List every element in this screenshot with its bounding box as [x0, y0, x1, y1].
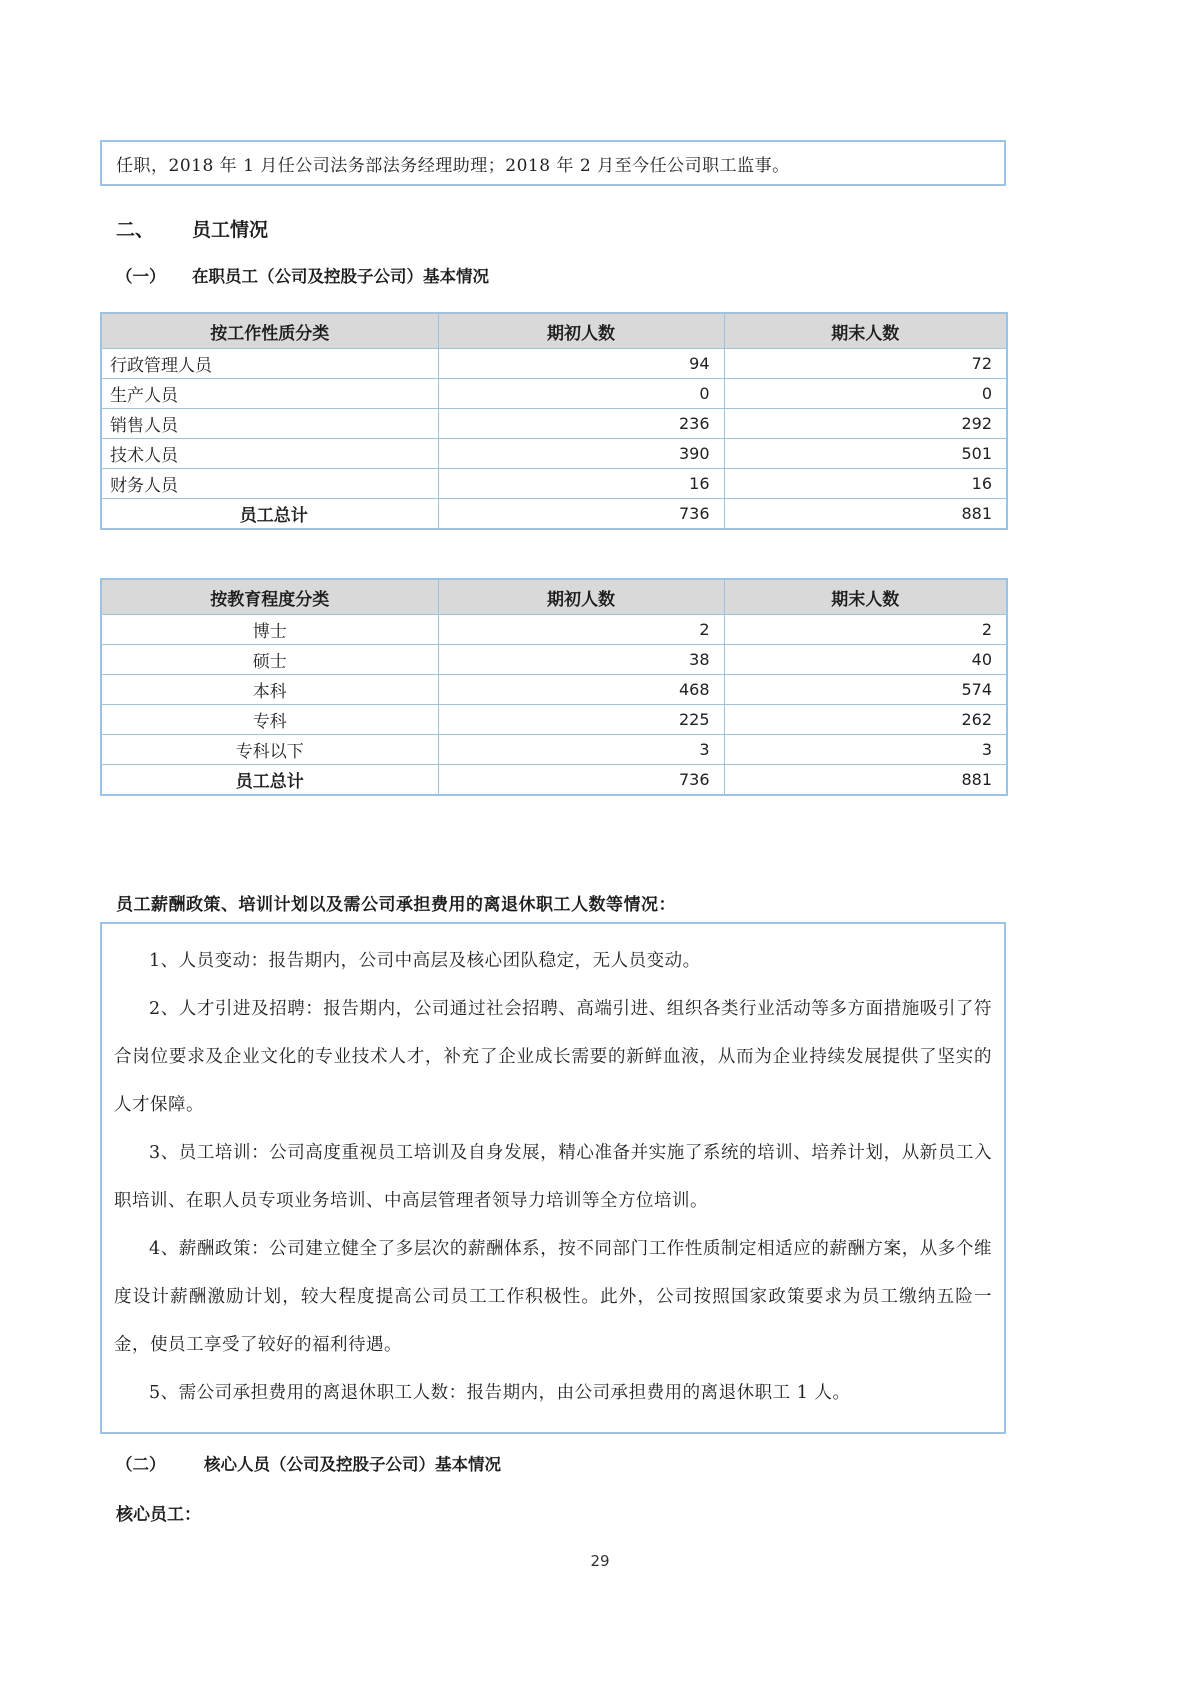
- table-row: [101, 469, 1007, 499]
- column-header: 期初人数: [438, 579, 724, 615]
- policy-paragraph: 4、薪酬政策：公司建立健全了多层次的薪酬体系，按不同部门工作性质制定相适应的薪酬方案，从多个维度设计薪酬激励计划，较大程度提高公司员工工作积极性。此外，公司按照国家政策要求为员工缴纳五险一金，使员工享受了较好的福利待遇。: [114, 1239, 992, 1355]
- table-row: [101, 735, 1007, 765]
- row-label: 销售人员: [101, 409, 438, 439]
- table-row: [101, 705, 1007, 735]
- column-header: 按工作性质分类: [101, 313, 438, 349]
- table-row: [101, 675, 1007, 705]
- policy-paragraph: 1、人员变动：报告期内，公司中高层及核心团队稳定，无人员变动。: [149, 951, 701, 971]
- policy-heading: 员工薪酬政策、培训计划以及需公司承担费用的离退休职工人数等情况：: [116, 895, 676, 915]
- row-label: 员工总计: [101, 499, 438, 530]
- row-value: 3: [438, 735, 724, 765]
- row-value: 16: [724, 469, 1007, 499]
- policy-paragraph: 3、员工培训：公司高度重视员工培训及自身发展，精心准备并实施了系统的培训、培养计划，从新员工入职培训、在职人员专项业务培训、中高层管理者领导力培训等全方位培训。: [114, 1143, 992, 1211]
- table-row: [101, 379, 1007, 409]
- row-value: 0: [724, 379, 1007, 409]
- row-label: 财务人员: [101, 469, 438, 499]
- row-value: 3: [724, 735, 1007, 765]
- row-value: 881: [724, 765, 1007, 796]
- table-row: [101, 615, 1007, 645]
- row-value: 2: [724, 615, 1007, 645]
- row-label: 员工总计: [101, 765, 438, 796]
- intro-note-text: 任职，2018 年 1 月任公司法务部法务经理助理；2018 年 2 月至今任公司职工监事。: [116, 155, 790, 176]
- table-row: [101, 409, 1007, 439]
- policy-paragraph: 2、人才引进及招聘：报告期内，公司通过社会招聘、高端引进、组织各类行业活动等多方面措施吸引了符合岗位要求及企业文化的专业技术人才，补充了企业成长需要的新鲜血液，从而为企业持续发展提供了坚实的人才保障。: [114, 999, 992, 1115]
- intro-note-box: [100, 140, 1006, 186]
- row-value: 225: [438, 705, 724, 735]
- policy-paragraph: 5、需公司承担费用的离退休职工人数：报告期内，由公司承担费用的离退休职工 1 人。: [149, 1383, 851, 1403]
- row-value: 574: [724, 675, 1007, 705]
- subsection-heading-core-staff: [116, 1453, 501, 1477]
- row-value: 72: [724, 349, 1007, 379]
- section-title: 员工情况: [192, 219, 269, 241]
- row-value: 736: [438, 765, 724, 796]
- table-header-row: [101, 579, 1007, 615]
- employees-by-education-table: [100, 578, 1008, 796]
- table-total-row: [101, 499, 1007, 530]
- subsection-number: （二）: [116, 1455, 166, 1474]
- row-value: 236: [438, 409, 724, 439]
- row-value: 38: [438, 645, 724, 675]
- row-label: 本科: [101, 675, 438, 705]
- table-row: [101, 349, 1007, 379]
- core-staff-label: 核心员工：: [116, 1505, 201, 1525]
- column-header: 期末人数: [724, 313, 1007, 349]
- row-value: 468: [438, 675, 724, 705]
- row-label: 专科: [101, 705, 438, 735]
- row-value: 16: [438, 469, 724, 499]
- subsection-heading-employees: [116, 265, 489, 289]
- row-value: 2: [438, 615, 724, 645]
- row-value: 0: [438, 379, 724, 409]
- subsection-title: 核心人员（公司及控股子公司）基本情况: [204, 1455, 501, 1474]
- table-row: [101, 645, 1007, 675]
- row-label: 硕士: [101, 645, 438, 675]
- row-label: 行政管理人员: [101, 349, 438, 379]
- table-row: [101, 439, 1007, 469]
- row-value: 501: [724, 439, 1007, 469]
- row-label: 专科以下: [101, 735, 438, 765]
- subsection-number: （一）: [116, 267, 166, 286]
- table-header-row: [101, 313, 1007, 349]
- row-value: 40: [724, 645, 1007, 675]
- section-heading: [116, 216, 268, 244]
- row-value: 262: [724, 705, 1007, 735]
- row-label: 博士: [101, 615, 438, 645]
- column-header: 期初人数: [438, 313, 724, 349]
- column-header: 期末人数: [724, 579, 1007, 615]
- row-label: 技术人员: [101, 439, 438, 469]
- section-number: 二、: [116, 219, 155, 241]
- employees-by-role-table: [100, 312, 1008, 530]
- row-value: 94: [438, 349, 724, 379]
- table-total-row: [101, 765, 1007, 796]
- subsection-title: 在职员工（公司及控股子公司）基本情况: [192, 267, 489, 286]
- policy-box: [100, 922, 1006, 1434]
- row-value: 736: [438, 499, 724, 530]
- row-value: 881: [724, 499, 1007, 530]
- row-value: 292: [724, 409, 1007, 439]
- row-value: 390: [438, 439, 724, 469]
- column-header: 按教育程度分类: [101, 579, 438, 615]
- page-number: 29: [590, 1552, 610, 1570]
- row-label: 生产人员: [101, 379, 438, 409]
